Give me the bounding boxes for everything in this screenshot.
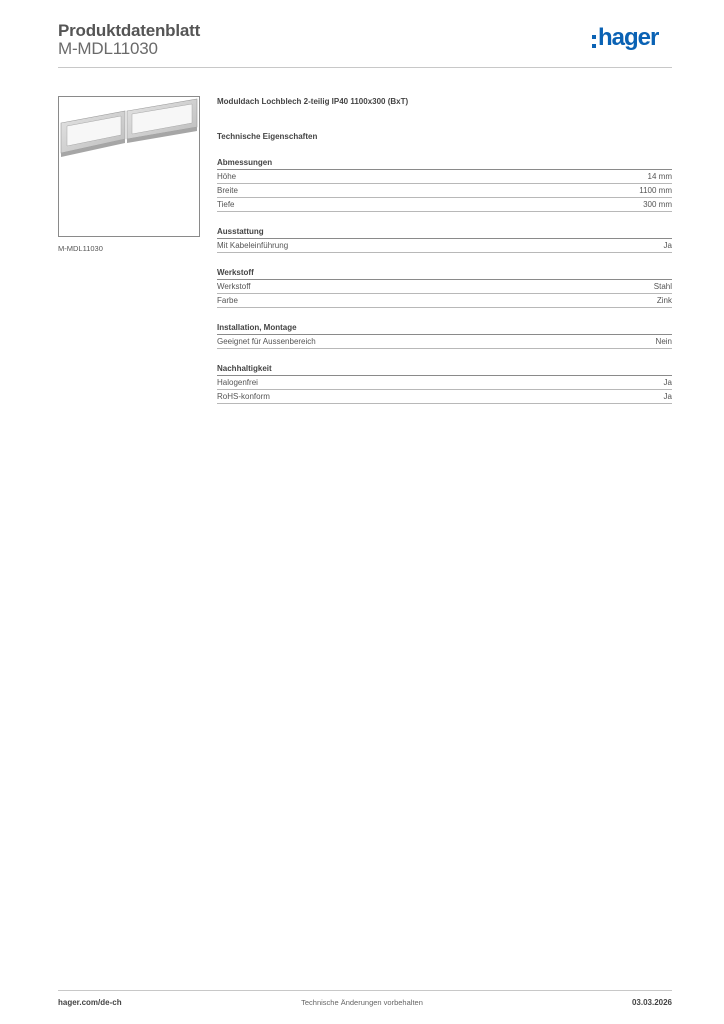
property-label: Höhe [217,172,237,181]
section-title: Ausstattung [217,226,672,239]
property-value: Ja [663,241,672,250]
property-value: Ja [663,392,672,401]
section-title: Nachhaltigkeit [217,363,672,376]
logo-colon-icon [592,35,596,49]
properties-list [217,157,672,404]
property-value: 14 mm [647,172,672,181]
property-row [217,239,672,253]
image-caption: M-MDL11030 [58,244,103,253]
property-section [217,267,672,308]
footer-website: hager.com/de-ch [58,998,122,1007]
property-row [217,294,672,308]
property-section [217,363,672,404]
section-title: Abmessungen [217,157,672,170]
property-row [217,198,672,212]
logo-text: hager [598,24,659,51]
property-label: Geeignet für Aussenbereich [217,337,316,346]
article-number: M-MDL11030 [58,39,158,58]
property-value: Ja [663,378,672,387]
property-label: Breite [217,186,238,195]
property-label: Tiefe [217,200,235,209]
footer-notice: Technische Änderungen vorbehalten [301,998,423,1007]
property-value: 1100 mm [639,186,672,195]
property-row [217,335,672,349]
property-value: Zink [656,296,672,305]
header-divider [58,67,672,68]
property-row [217,184,672,198]
property-label: RoHS-konform [217,392,270,401]
property-value: Nein [655,337,672,346]
technical-properties-title: Technische Eigenschaften [217,132,318,141]
property-row [217,170,672,184]
property-value: 300 mm [643,200,672,209]
property-label: Farbe [217,296,238,305]
product-name: Moduldach Lochblech 2-teilig IP40 1100x300 (BxT) [217,97,409,106]
property-label: Mit Kabeleinführung [217,241,289,250]
roof-panel-illustration [59,97,199,236]
footer-date: 03.03.2026 [631,998,672,1007]
property-row [217,376,672,390]
property-section [217,322,672,349]
section-title: Werkstoff [217,267,672,280]
property-row [217,390,672,404]
product-details [217,96,672,404]
property-section [217,226,672,253]
property-row [217,280,672,294]
product-image [58,96,200,237]
property-label: Halogenfrei [217,378,258,387]
property-label: Werkstoff [217,282,251,291]
footer-divider [58,990,672,991]
page-title: Produktdatenblatt [58,21,201,40]
section-title: Installation, Montage [217,322,672,335]
property-value: Stahl [653,282,672,291]
property-section [217,157,672,212]
